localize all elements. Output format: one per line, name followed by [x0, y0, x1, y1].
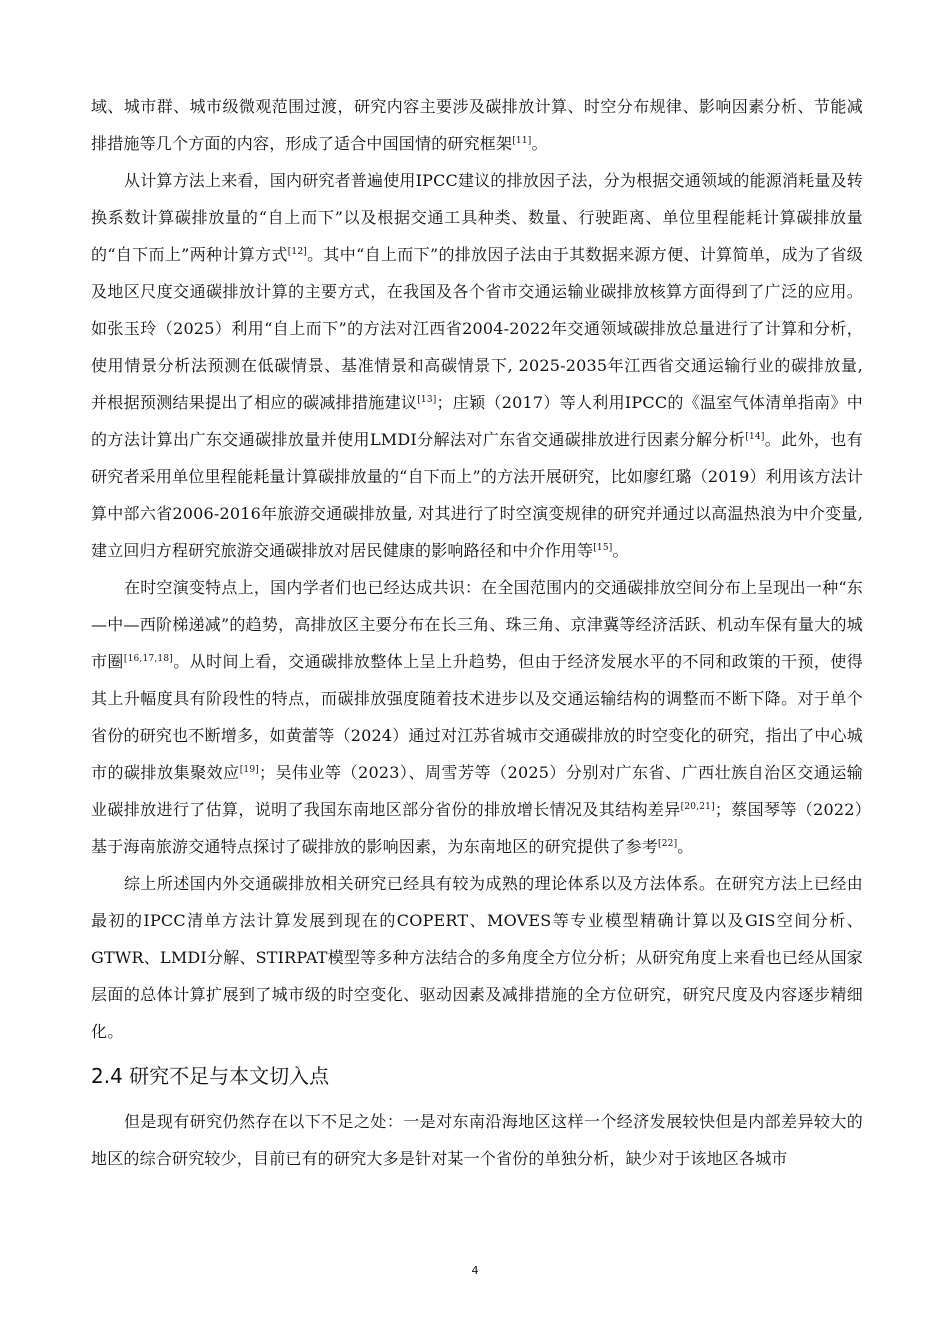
paragraph-text: ；庄颖（2017）等人利用IPCC的《温室气体清单指南》中的方法计算出广东交通碳排放量并使用LMDI分解法对广东省交通碳排放进行因素分解分析: [91, 393, 863, 449]
paragraph-calculation-methods: [91, 162, 863, 569]
citation-ref: [13]: [417, 395, 437, 405]
paragraph-text: 综上所述国内外交通碳排放相关研究已经具有较为成熟的理论体系以及方法体系。在研究方法上已经由最初的IPCC清单方法计算发展到现在的COPERT、MOVES等专业模型精确计算以及GIS空间分析、GTWR、LMDI分解、STIRPAT模型等多种方法结合的多角度全方位分析；从研究角度上来看也已经从国家层面的总体计算扩展到了城市级的时空变化、驱动因素及减排措施的全方位研究，研究尺度及内容逐步精细化。: [91, 874, 863, 1041]
page-number: 4: [471, 1264, 479, 1277]
citation-ref: [11]: [512, 136, 532, 146]
paragraph-text: 。: [531, 134, 548, 153]
paragraph-text: 。其中“自上而下”的排放因子法由于其数据来源方便、计算简单，成为了省级及地区尺度交通碳排放计算的主要方式，在我国及各个省市交通运输业碳排放核算方面得到了广泛的应用。如张玉玲（2025）利用“自上而下”的方法对江西省2004-2022年交通领域碳排放总量进行了计算和分析，使用情景分析法预测在低碳情景、基准情景和高碳情景下, 2025-2035年江西省交通运输行业的碳排放量, 并根据预测结果提出了相应的碳减排措施建议: [91, 245, 863, 412]
citation-ref: [16,17,18]: [123, 654, 173, 664]
citation-ref: [19]: [239, 765, 259, 775]
paragraph-research-gaps: [91, 1103, 863, 1177]
citation-ref: [14]: [745, 432, 765, 442]
citation-ref: [20,21]: [680, 802, 715, 812]
paragraph-text: 但是现有研究仍然存在以下不足之处：一是对东南沿海地区这样一个经济发展较快但是内部差异较大的地区的综合研究较少，目前已有的研究大多是针对某一个省份的单独分析，缺少对于该地区各城市: [91, 1112, 863, 1168]
paragraph-text: 在时空演变特点上，国内学者们也已经达成共识：在全国范围内的交通碳排放空间分布上呈现出一种“东—中—西阶梯递减”的趋势，高排放区主要分布在长三角、珠三角、京津冀等经济活跃、机动车保有量大的城市圈: [91, 578, 863, 671]
section-heading: 2.4 研究不足与本文切入点: [91, 1064, 330, 1088]
paragraph-text: 域、城市群、城市级微观范围过渡，研究内容主要涉及碳排放计算、时空分布规律、影响因素分析、节能减排措施等几个方面的内容，形成了适合中国国情的研究框架: [91, 97, 863, 153]
citation-ref: [12]: [287, 247, 307, 257]
paragraph-text: 。: [677, 837, 694, 856]
page-body: [91, 88, 863, 1177]
citation-ref: [22]: [658, 839, 678, 849]
paragraph-continuation: [91, 88, 863, 162]
paragraph-text: 。此外，也有研究者采用单位里程能耗量计算碳排放量的“自下而上”的方法开展研究，比如廖红璐（2019）利用该方法计算中部六省2006-2016年旅游交通碳排放量, 对其进行了时空演变规律的研究并通过以高温热浪为中介变量, 建立回归方程研究旅游交通碳排放对居民健康的影响路径和中介作用等: [91, 430, 863, 560]
paragraph-spatiotemporal: [91, 569, 863, 865]
paragraph-text: 从计算方法上来看，国内研究者普遍使用IPCC建议的排放因子法，分为根据交通领域的能源消耗量及转换系数计算碳排放量的“自上而下”以及根据交通工具种类、数量、行驶距离、单位里程能耗计算碳排放量的“自下而上”两种计算方式: [91, 171, 863, 264]
paragraph-text: 。: [612, 541, 629, 560]
citation-ref: [15]: [593, 543, 613, 553]
paragraph-text: ；吴伟业等（2023）、周雪芳等（2025）分别对广东省、广西壮族自治区交通运输业碳排放进行了估算，说明了我国东南地区部分省份的排放增长情况及其结构差异: [91, 763, 863, 819]
paragraph-text: ；蔡国琴等（2022）基于海南旅游交通特点探讨了碳排放的影响因素，为东南地区的研究提供了参考: [91, 800, 863, 856]
paragraph-text: 。从时间上看，交通碳排放整体上呈上升趋势，但由于经济发展水平的不同和政策的干预，使得其上升幅度具有阶段性的特点，而碳排放强度随着技术进步以及交通运输结构的调整而不断下降。对于单个省份的研究也不断增多，如黄蕾等（2024）通过对江苏省城市交通碳排放的时空变化的研究，指出了中心城市的碳排放集聚效应: [91, 652, 863, 782]
paragraph-summary: [91, 865, 863, 1050]
